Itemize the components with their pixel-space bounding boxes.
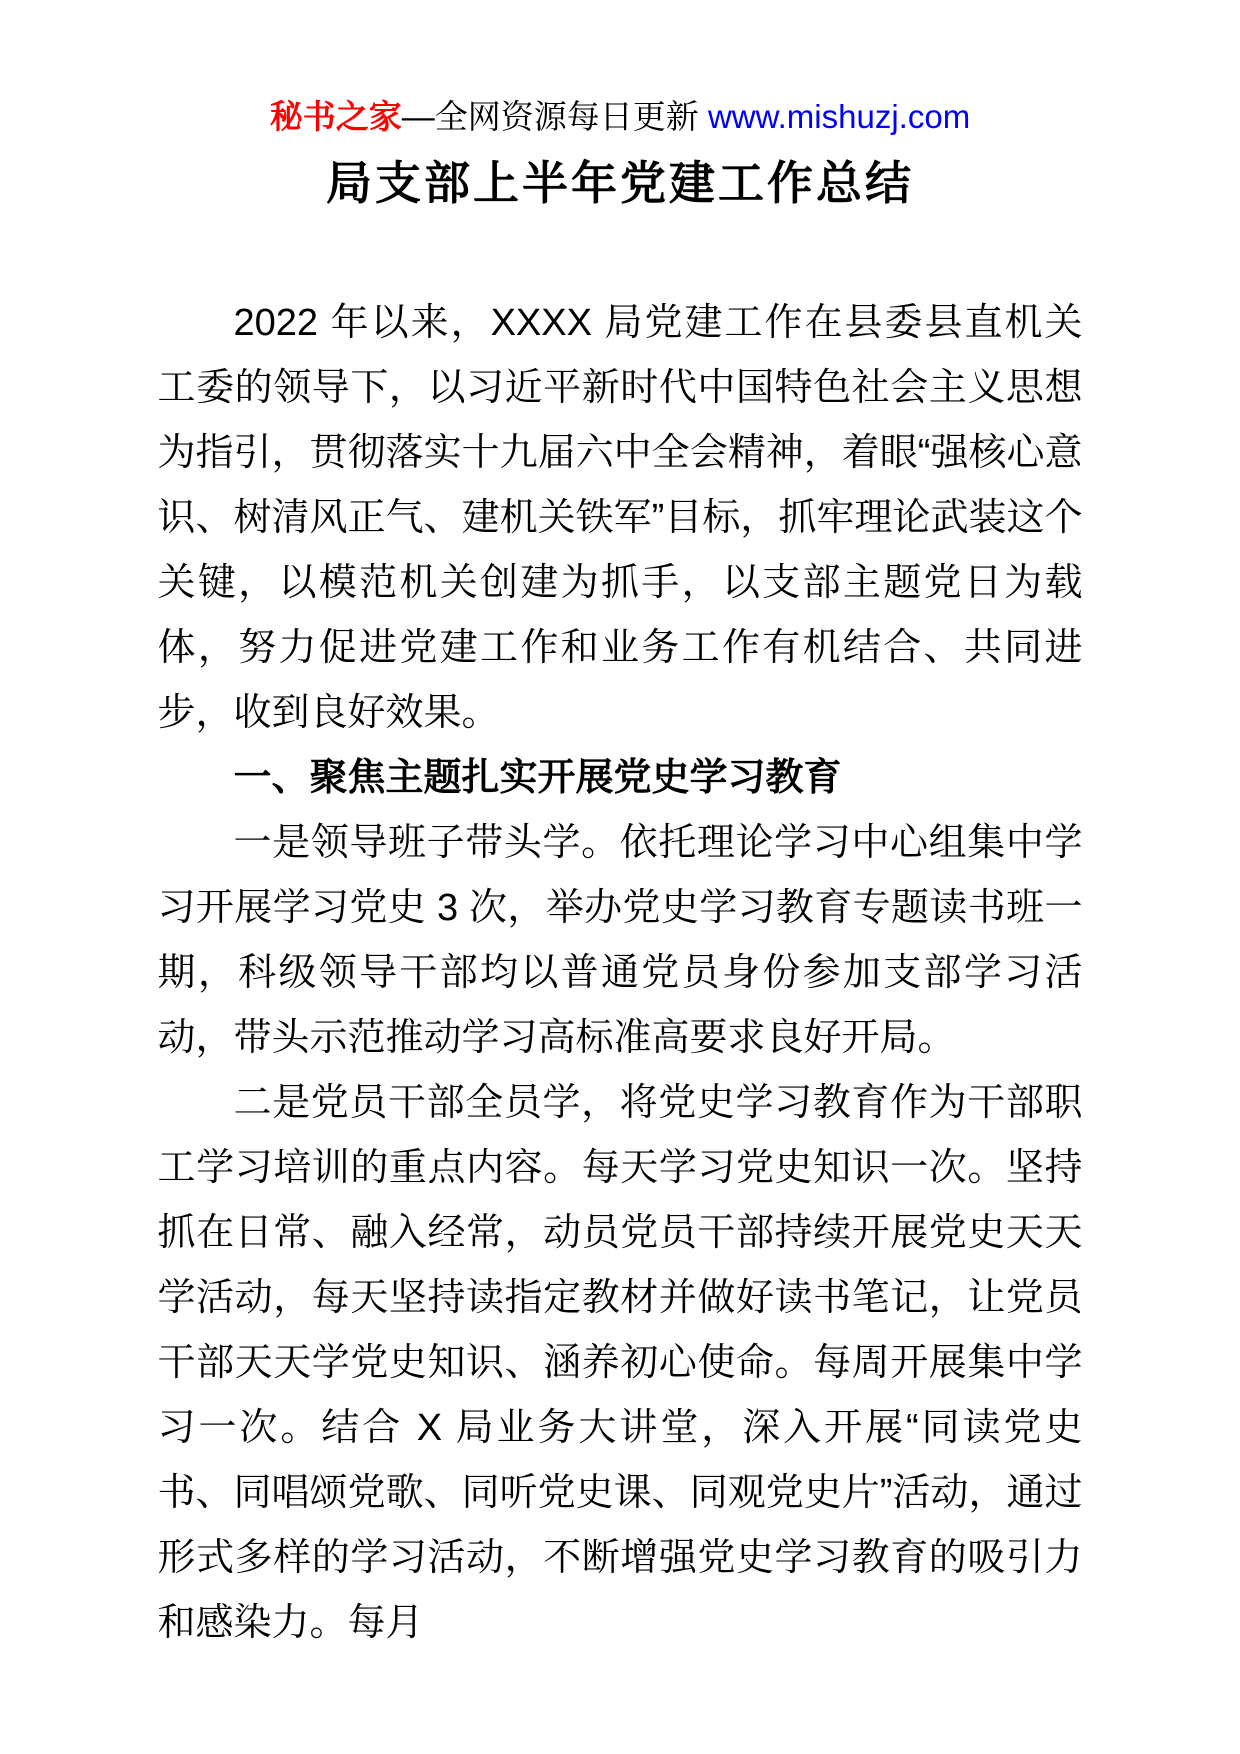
header-url[interactable]: www.mishuzj.com [707,98,971,135]
document-body [158,291,1083,1656]
body-paragraph: 一是领导班子带头学。依托理论学习中心组集中学习开展学习党史 3 次，举办党史学习教育专题读书班一期，科级领导干部均以普通党员身份参加支部学习活动，带头示范推动学习高标准高要求良好开局。 [157,822,1083,1059]
body-paragraph: 2022 年以来，XXXX 局党建工作在县委县直机关工委的领导下，以习近平新时代中国特色社会主义思想为指引，贯彻落实十九届六中全会精神，着眼“强核心意识、树清风正气、建机关铁军”目标，抓牢理论武装这个关键，以模范机关创建为抓手，以支部主题党日为载体，努力促进党建工作和业务工作有机结合、共同进步，收到良好效果。 [157,302,1083,734]
body-paragraph: 二是党员干部全员学，将党史学习教育作为干部职工学习培训的重点内容。每天学习党史知识一次。坚持抓在日常、融入经常，动员党员干部持续开展党史天天学活动，每天坚持读指定教材并做好读书笔记，让党员干部天天学党史知识、涵养初心使命。每周开展集中学习一次。结合 X 局业务大讲堂，深入开展“同读党史书、同唱颂党歌、同听党史课、同观党史片”活动，通过形式多样的学习活动，不断增强党史学习教育的吸引力和感染力。每月 [157,1082,1083,1644]
document-title: 局支部上半年党建工作总结 [326,157,914,209]
brand-name: 秘书之家 [269,98,402,135]
section-heading: 一、聚焦主题扎实开展党史学习教育 [233,757,842,799]
page-header [0,0,1240,138]
header-tagline: —全网资源每日更新 [401,98,708,135]
